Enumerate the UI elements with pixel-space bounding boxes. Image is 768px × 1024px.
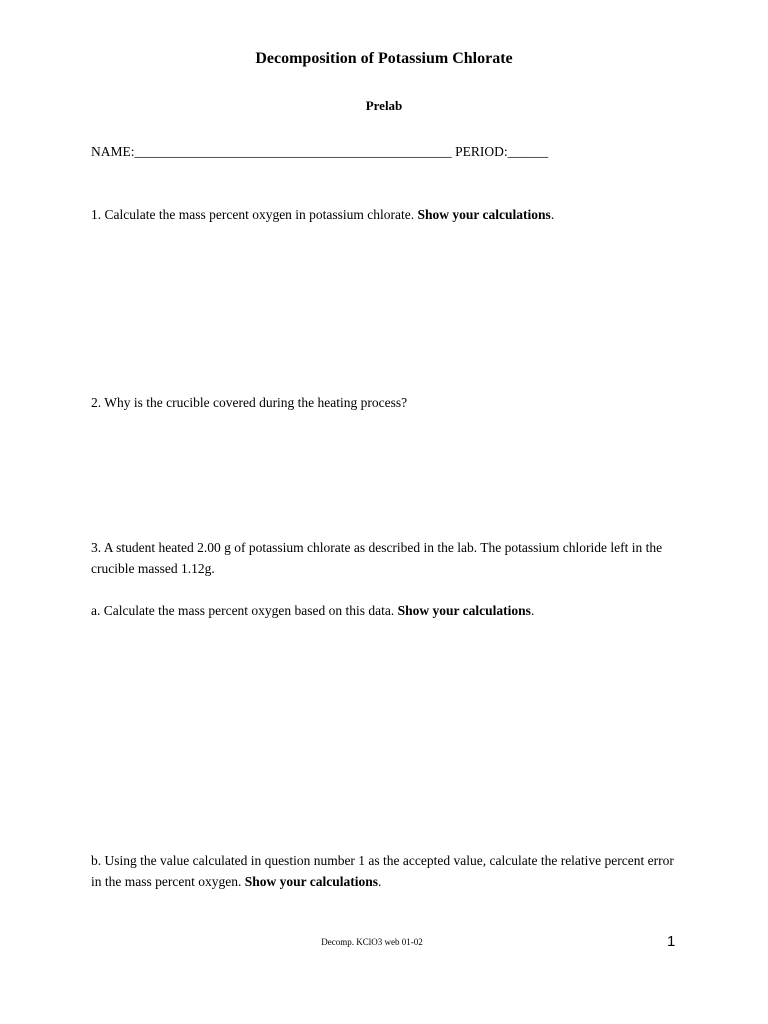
question-3b-emphasis: Show your calculations: [244, 874, 378, 889]
question-3b: [91, 850, 681, 892]
question-3a-emphasis: Show your calculations: [397, 603, 531, 618]
question-3b-text: b. Using the value calculated in question number 1 as the accepted value, calculate the relative percent error in the mass percent oxygen.: [91, 853, 674, 889]
question-1-emphasis: Show your calculations: [417, 207, 551, 222]
question-2: 2. Why is the crucible covered during the heating process?: [91, 395, 408, 410]
question-3a-end: .: [530, 603, 535, 618]
question-1-end: .: [550, 207, 555, 222]
question-3a-text: a. Calculate the mass percent oxygen based on this data.: [91, 603, 398, 618]
question-3b-end: .: [378, 874, 382, 889]
page-footer: Decomp. KClO3 web 01-02: [321, 937, 423, 947]
page-subtitle: Prelab: [365, 98, 403, 113]
question-3: 3. A student heated 2.00 g of potassium chlorate as described in the lab. The potassium chloride left in the crucible massed 1.12g.: [91, 540, 663, 576]
page-number: 1: [667, 933, 676, 950]
question-3a: [91, 600, 534, 621]
name-period-line: NAME:_______________________________________________ PERIOD:______: [91, 144, 549, 159]
page-title: Decomposition of Potassium Chlorate: [255, 50, 513, 67]
question-1-text: 1. Calculate the mass percent oxygen in potassium chlorate.: [91, 207, 418, 222]
question-1: [91, 204, 554, 225]
